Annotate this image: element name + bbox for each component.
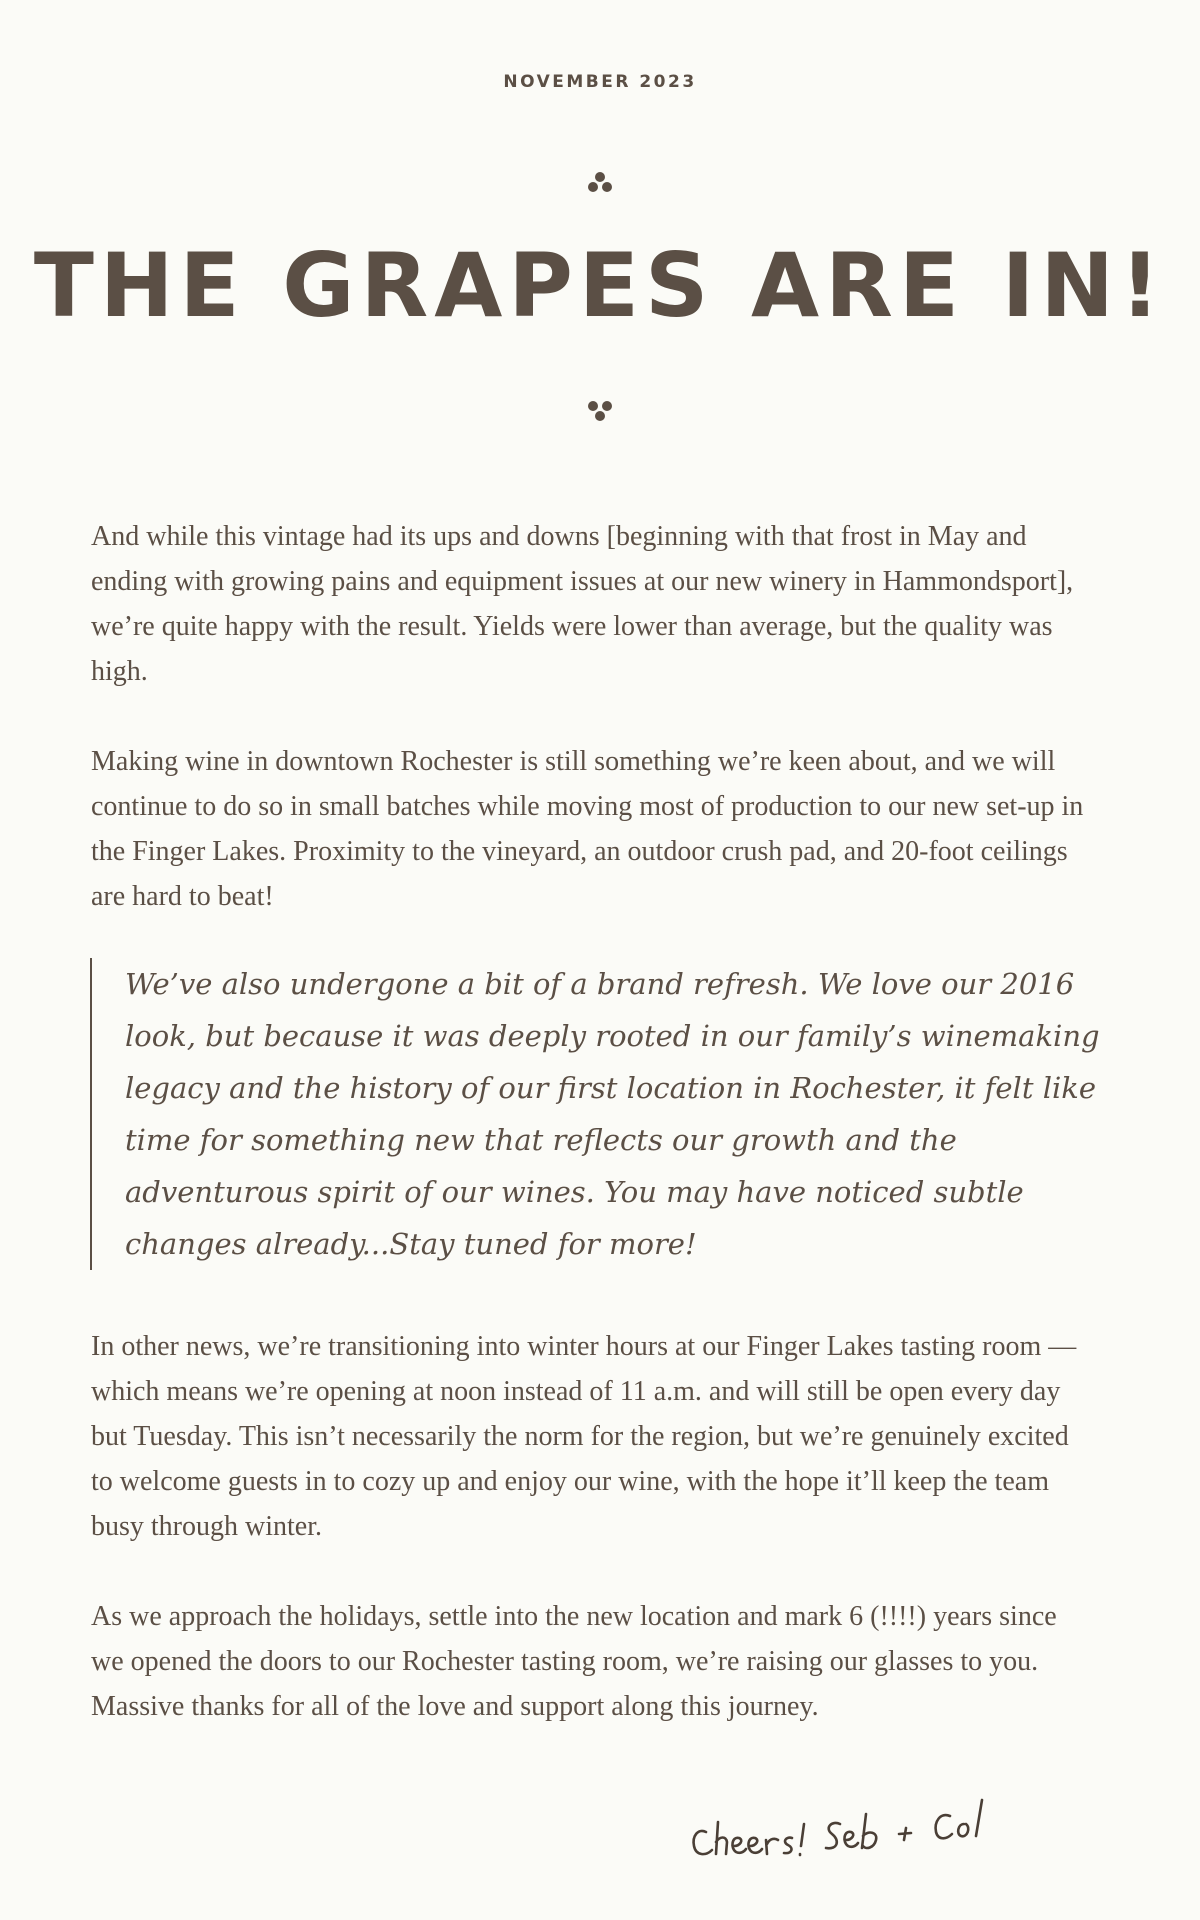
handwritten-signature <box>682 1778 1022 1868</box>
page-title: THE GRAPES ARE IN! <box>33 234 1167 337</box>
grape-cluster-inverted-icon <box>0 396 1200 436</box>
pull-quote-brand-refresh: We’ve also undergone a bit of a brand refresh. We love our 2016 look, but because it was deeply rooted in our family’s winemaking legacy and the history of our first location in Rochester, it felt like time for something new that reflects our growth and the adventurous spirit of our wines. You may have noticed subtle changes already...Stay tuned for more! <box>90 958 1100 1270</box>
paragraph-winter-hours: In other news, we’re transitioning into winter hours at our Finger Lakes tasting room — which means we’re opening at noon instead of 11 a.m. and will still be open every day but Tuesday. This isn’t necessarily the norm for the region, but we’re genuinely excited to welcome guests in to cozy up and enjoy our wine, with the hope it’ll keep the team busy through winter. <box>91 1331 1077 1542</box>
paragraph-rochester: Making wine in downtown Rochester is still something we’re keen about, and we will continue to do so in small batches while moving most of production to our new set-up in the Finger Lakes. Proximity to the vineyard, an outdoor crush pad, and 20-foot ceilings are hard to beat! <box>91 746 1084 912</box>
newsletter-date: NOVEMBER 2023 <box>503 72 697 92</box>
paragraph-holidays: As we approach the holidays, settle into the new location and mark 6 (!!!!) years since we opened the doors to our Rochester tasting room, we’re raising our glasses to you. Massive thanks for all of the love and support along this journey. <box>91 1601 1057 1722</box>
grape-cluster-icon <box>0 166 1200 206</box>
paragraph-vintage: And while this vintage had its ups and downs [beginning with that frost in May and ending with growing pains and equipment issues at our new winery in Hammondsport], we’re quite happy with the result. Yields were lower than average, but the quality was high. <box>91 521 1074 687</box>
